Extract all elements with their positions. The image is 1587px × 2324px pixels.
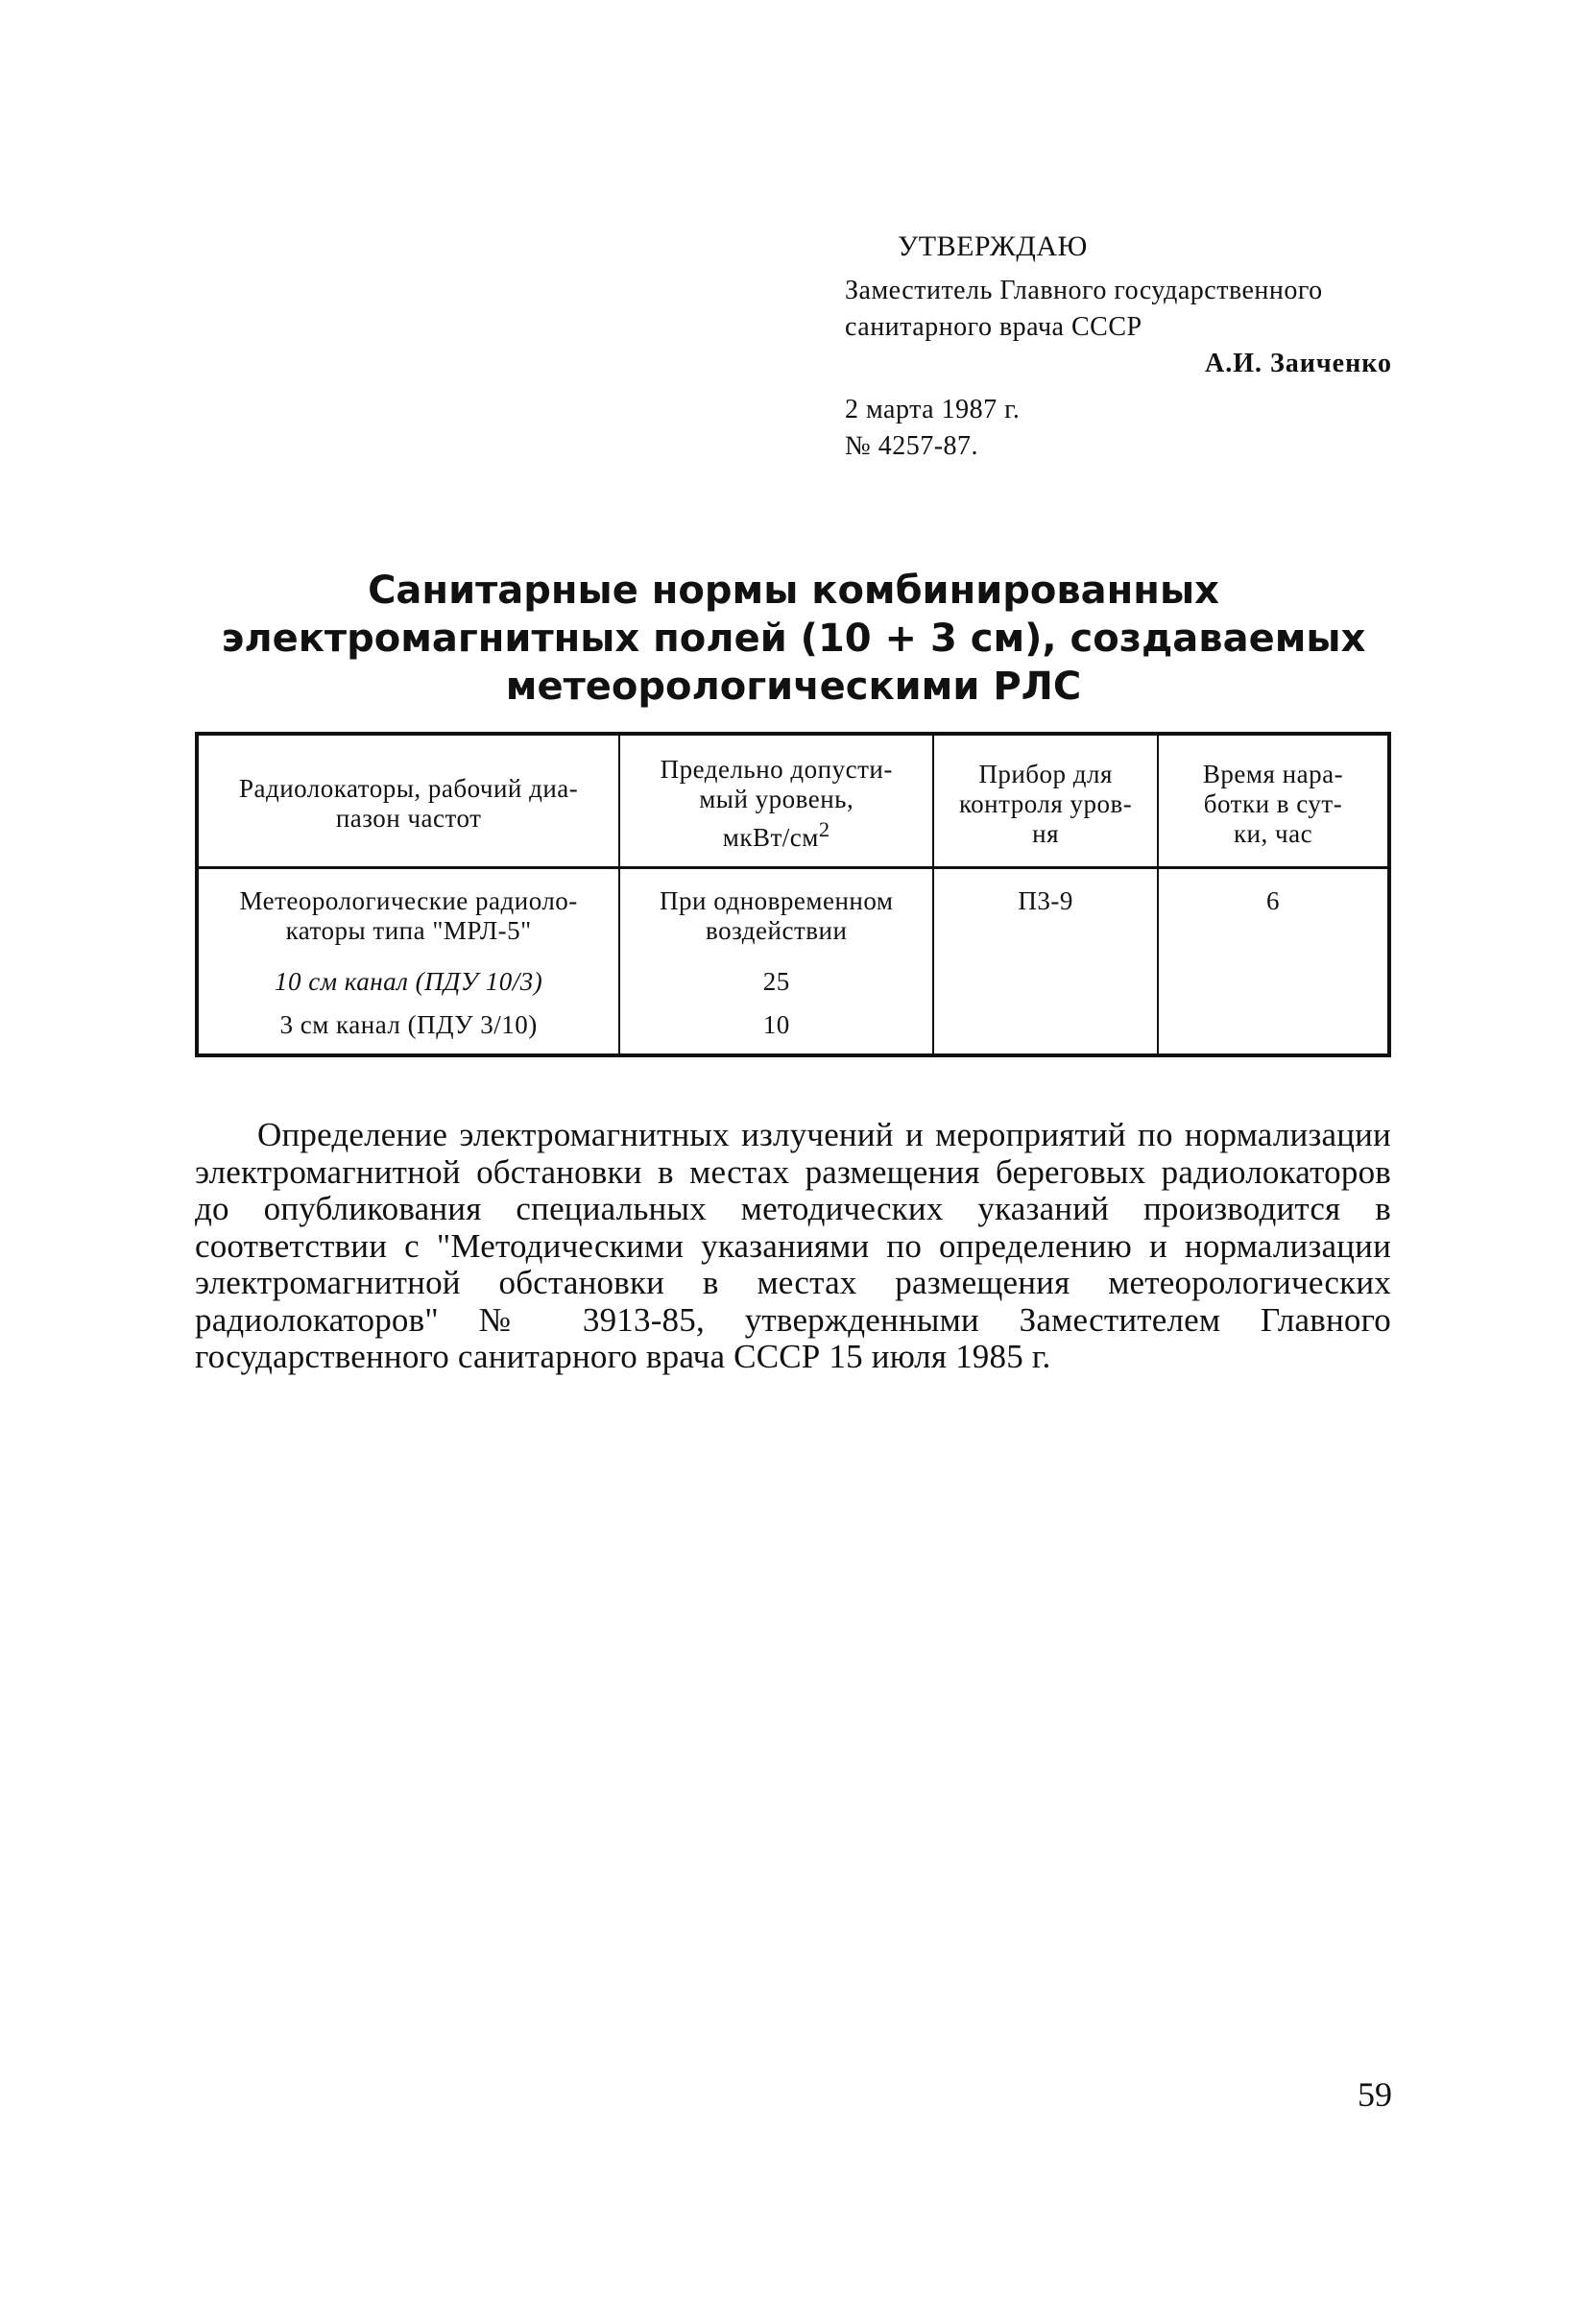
table-row xyxy=(197,961,1389,1005)
page-number: 59 xyxy=(1358,2075,1392,2114)
approver-position-line2: санитарного врача СССР xyxy=(845,312,1142,342)
cell-radar: 3 см канал (ПДУ 3/10) xyxy=(197,1005,619,1055)
cell-level: 10 xyxy=(619,1005,933,1055)
header-limit-level: Предельно допусти- мый уровень, мкВт/$см^2$ xyxy=(619,734,933,868)
table-header-row xyxy=(197,734,1389,868)
cell-device: П3-9 xyxy=(933,868,1158,962)
cell-radar: 10 см канал (ПДУ 10/3) xyxy=(197,961,619,1005)
title-line3: метеорологическими РЛС xyxy=(505,665,1082,709)
approval-number: № 4257-87. xyxy=(845,431,979,461)
title-line2: электромагнитных полей (10 + 3 см), создаваемых xyxy=(221,617,1366,661)
cell-level: При одновременном воздействии xyxy=(619,868,933,962)
approval-date: 2 марта 1987 г. xyxy=(845,395,1021,424)
header-radars: Радиолокаторы, рабочий диа- пазон частот xyxy=(197,734,619,868)
approver-name: А.И. Заиченко xyxy=(1204,349,1392,378)
document-title xyxy=(192,567,1395,711)
title-line1: Санитарные нормы комбинированных xyxy=(368,569,1219,613)
approval-block xyxy=(845,229,1392,465)
cell-hours xyxy=(1158,961,1389,1005)
norms-table xyxy=(195,732,1391,1057)
header-operating-time: Время нара- ботки в сут- ки, час xyxy=(1158,734,1389,868)
header-control-device: Прибор для контроля уров- ня xyxy=(933,734,1158,868)
cell-level: 25 xyxy=(619,961,933,1005)
body-paragraph: Определение электромагнитных излучений и мероприятий по нормализации электромагнитной обстановки в местах размещения береговых радиолокаторов до опубликования специальных методических указаний производится в соответствии с "Методическими указаниями по определению и нормализации электромагнитной обстановки в местах размещения метеорологических радиолокаторов" № 3913-85, утвержденными Заместителем Главного государственного санитарного врача СССР 15 июля 1985 г. xyxy=(195,1116,1391,1375)
cell-hours xyxy=(1158,1005,1389,1055)
cell-device xyxy=(933,961,1158,1005)
table-row xyxy=(197,868,1389,962)
approver-position-line1: Заместитель Главного государственного xyxy=(845,276,1323,305)
table-row xyxy=(197,1005,1389,1055)
cell-hours: 6 xyxy=(1266,886,1280,915)
approval-heading: УТВЕРЖДАЮ xyxy=(898,230,1088,262)
cell-radar: Метеорологические радиоло- каторы типа "МРЛ-5" xyxy=(197,868,619,962)
cell-device xyxy=(933,1005,1158,1055)
unit-superscript: 2 xyxy=(818,817,830,841)
